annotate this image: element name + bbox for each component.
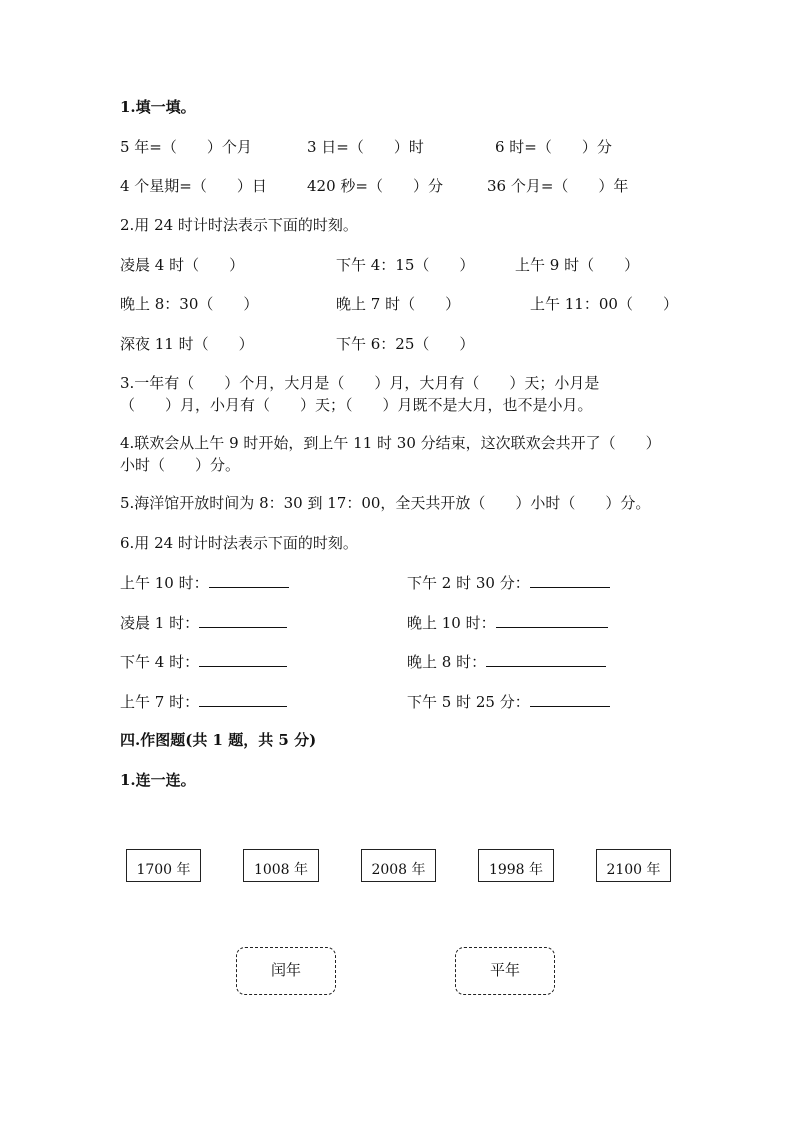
q6-item-label: 下午 5 时 25 分： [407,693,530,711]
q6-item [407,691,610,712]
q2-item: 上午 11：00（ ） [530,295,678,313]
year-box[interactable]: 1998 年 [478,849,554,882]
year-box[interactable]: 2100 年 [596,849,671,882]
answer-blank[interactable] [496,612,608,628]
answer-blank[interactable] [209,572,289,588]
q4-line: 4.联欢会从上午 9 时开始，到上午 11 时 30 分结束，这次联欢会共开了（ ） [120,434,661,452]
q2-item: 凌晨 4 时（ ） [120,256,245,274]
answer-blank[interactable] [486,651,606,667]
q2-item: 下午 6：25（ ） [336,335,475,353]
q6-item [120,572,289,593]
answer-blank[interactable] [530,691,610,707]
q2-item: 晚上 7 时（ ） [336,295,461,313]
leap-year-box[interactable]: 闰年 [236,947,336,995]
q6-item [120,691,287,712]
q6-item-label: 上午 7 时： [120,693,200,711]
q1-item: 3 日=（ ）时 [307,138,424,156]
q2-item: 下午 4：15（ ） [336,256,475,274]
q6-title: 6.用 24 时计时法表示下面的时刻。 [120,534,358,552]
q1-item: 420 秒=（ ）分 [307,177,443,195]
answer-blank[interactable] [530,572,610,588]
q-connect-title: 1.连一连。 [120,771,196,789]
q6-item-label: 下午 2 时 30 分： [407,574,530,592]
q6-item-label: 下午 4 时： [120,653,200,671]
q4-line: 小时（ ）分。 [120,456,241,474]
answer-blank[interactable] [199,651,287,667]
q2-item: 深夜 11 时（ ） [120,335,254,353]
q6-item-label: 凌晨 1 时： [120,614,200,632]
common-year-box[interactable]: 平年 [455,947,555,995]
q6-item-label: 晚上 8 时： [407,653,487,671]
year-box[interactable]: 2008 年 [361,849,436,882]
q2-item: 晚上 8：30（ ） [120,295,259,313]
q2-title: 2.用 24 时计时法表示下面的时刻。 [120,216,358,234]
answer-blank[interactable] [199,691,287,707]
q5-text: 5.海洋馆开放时间为 8：30 到 17：00，全天共开放（ ）小时（ ）分。 [120,494,651,512]
section-heading: 四.作图题(共 1 题，共 5 分) [120,731,317,749]
q1-item: 6 时=（ ）分 [495,138,612,156]
q1-item: 4 个星期=（ ）日 [120,177,267,195]
q6-item [407,572,610,593]
q3-line: 3.一年有（ ）个月，大月是（ ）月，大月有（ ）天；小月是 [120,374,600,392]
q2-item: 上午 9 时（ ） [515,256,640,274]
q6-item [407,612,608,633]
q6-item-label: 晚上 10 时： [407,614,496,632]
answer-blank[interactable] [199,612,287,628]
q6-item [120,612,287,633]
year-box[interactable]: 1700 年 [126,849,201,882]
q3-line: （ ）月，小月有（ ）天；（ ）月既不是大月，也不是小月。 [120,396,593,414]
year-box[interactable]: 1008 年 [243,849,319,882]
q6-item [407,651,606,672]
q6-item-label: 上午 10 时： [120,574,209,592]
q1-item: 36 个月=（ ）年 [487,177,629,195]
q1-item: 5 年=（ ）个月 [120,138,252,156]
q1-title: 1.填一填。 [120,98,196,116]
q6-item [120,651,287,672]
